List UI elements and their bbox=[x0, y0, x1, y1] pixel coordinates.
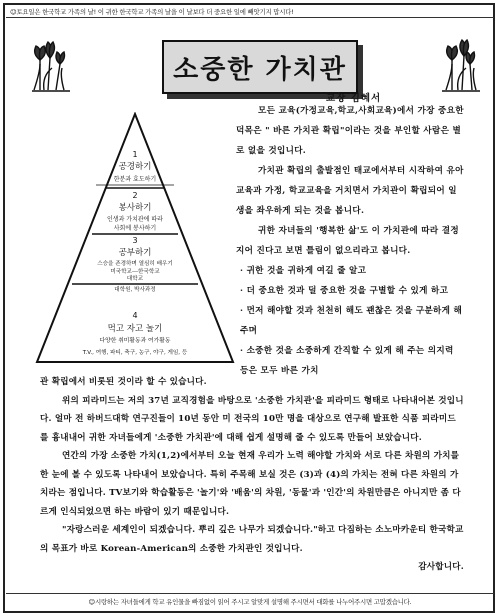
signoff: 감사합니다. bbox=[418, 562, 464, 572]
body-paragraph-4: "자랑스러운 세계인이 되겠습니다. 뿌리 깊은 나무가 되겠습니다."하고 다짐하는 소노마카운티 한국학교의 목표가 바로 Korean-American의 소중한 가치관인 것입니다. bbox=[40, 525, 464, 554]
pyramid-level-4-number: 4 bbox=[132, 311, 138, 320]
body-text bbox=[40, 373, 464, 577]
list-item: · 소중한 것을 소중하게 간직할 수 있게 해 주는 의지력 등은 모두 바른 가치 bbox=[240, 346, 454, 376]
body-paragraph-2: 위의 피라미드는 저의 37년 교직경험을 바탕으로 '소중한 가치관'을 피라미드 형태로 나타내어본 것입니다. 얼마 전 하버드대학 연구진들이 10년 동안 미 전국의 10만 명을 대상으로 연구해 발표한 식품 피라미드를 흉내내어 귀한 자녀들에게 '소중한 가치관'에 대해 쉽게 설명해 줄 수 있도록 만들어 보았습니다. bbox=[40, 395, 464, 443]
pyramid-level-1-title: 공경하기 bbox=[118, 162, 152, 172]
pyramid-level-3-line-1: 스승을 존경하며 열심히 배우기 bbox=[97, 261, 173, 267]
pyramid-level-3-title: 공부하기 bbox=[118, 248, 152, 258]
page-title: 소중한 가치관 bbox=[162, 40, 358, 94]
intro-paragraph-2: 가치관 확립의 출발점인 태교에서부터 시작하여 유아교육과 가정, 학교교육을 거치면서 가치관이 확립되어 일생을 좌우하게 되는 것을 봅니다. bbox=[236, 166, 464, 216]
values-pyramid bbox=[34, 112, 236, 368]
pyramid-level-1-number: 1 bbox=[132, 150, 138, 159]
right-column-text bbox=[236, 101, 464, 381]
values-bullet-list bbox=[236, 261, 464, 381]
intro-paragraph-3: 귀한 자녀들의 '행복한 삶'도 이 가치관에 따라 결정지어 진다고 보면 틀림이 없으리라고 봅니다. bbox=[236, 226, 459, 256]
iris-flower-logo-left-icon bbox=[30, 30, 94, 94]
pyramid-level-4-line-1: 다양한 취미활동과 여가활동 bbox=[99, 338, 171, 344]
list-item: · 귀한 것을 귀하게 여길 줄 알고 bbox=[240, 266, 367, 276]
pyramid-level-4-title: 먹고 자고 놀기 bbox=[107, 324, 163, 334]
pyramid-level-3-line-2: 미국학교---한국학교 bbox=[110, 269, 160, 275]
pyramid-level-4-line-2: T.V., 여행, 파티, 축구, 농구, 야구, 게임, 등 bbox=[82, 350, 188, 356]
bottom-rule bbox=[6, 593, 494, 594]
bottom-notice: ☺시랑하는 자녀들에게 학교 유인물을 빠짐없이 읽어 주시고 알맞게 설명해 주시면서 대화를 나누어주시면 고맙겠습니다. bbox=[88, 598, 412, 606]
pyramid-level-1-line-1: 한분과 효도하기 bbox=[113, 176, 157, 183]
iris-flower-logo-right-icon bbox=[418, 30, 482, 94]
top-notice: ☺토요일은 한국학교 가족의 날! 이 귀한 한국학교 가족의 날을 이 날보다 더 중요한 일에 빼앗기지 맙시다! bbox=[10, 8, 294, 16]
top-rule bbox=[6, 17, 494, 18]
pyramid-level-2-number: 2 bbox=[132, 191, 138, 200]
body-paragraph-3: 연간의 가장 소중한 가치(1,2)에서부터 오늘 현재 우리가 노력 해야할 가치와 서로 다른 차원의 가치를 한 눈에 볼 수 있도록 나타내어 보았습니다. 특히 주목해 보실 것은 (3)과 (4)의 가치는 전혀 다른 차원의 가치라는 점입니다. TV보기와 학습활동은 '놀기'와 '배움'의 차원, '동물'과 '인간'의 차원만큼은 아니지만 좀 다르게 인식되었으면 하는 바람이 있기 때문입니다. bbox=[40, 451, 461, 517]
pyramid-level-2-line-2: 사회에 봉사하기 bbox=[113, 225, 157, 232]
pyramid-level-3-number: 3 bbox=[132, 236, 138, 245]
list-item: · 더 중요한 것과 덜 중요한 것을 구별할 수 있게 하고 bbox=[240, 286, 449, 296]
pyramid-level-3-line-4: 대학원, 박사과정 bbox=[114, 287, 156, 293]
author-line: 교장 김혜서 bbox=[326, 93, 382, 104]
body-paragraph-1: 관 확립에서 비롯된 것이라 할 수 있습니다. bbox=[40, 377, 207, 387]
pyramid-level-2-title: 봉사하기 bbox=[118, 203, 152, 213]
list-item: · 먼저 해야할 것과 천천히 해도 괜찮은 것을 구분하게 해 주며 bbox=[240, 306, 463, 336]
intro-paragraph-1: 모든 교육(가정교육,학교,사회교육)에서 가장 중요한 덕목은 " 바른 가치관 확립"이라는 것을 부인할 사람은 별로 없을 것입니다. bbox=[236, 106, 464, 156]
pyramid-level-2-line-1: 인생과 가치관에 따라 bbox=[107, 216, 163, 223]
pyramid-level-3-line-3: 대학교 bbox=[126, 276, 144, 282]
